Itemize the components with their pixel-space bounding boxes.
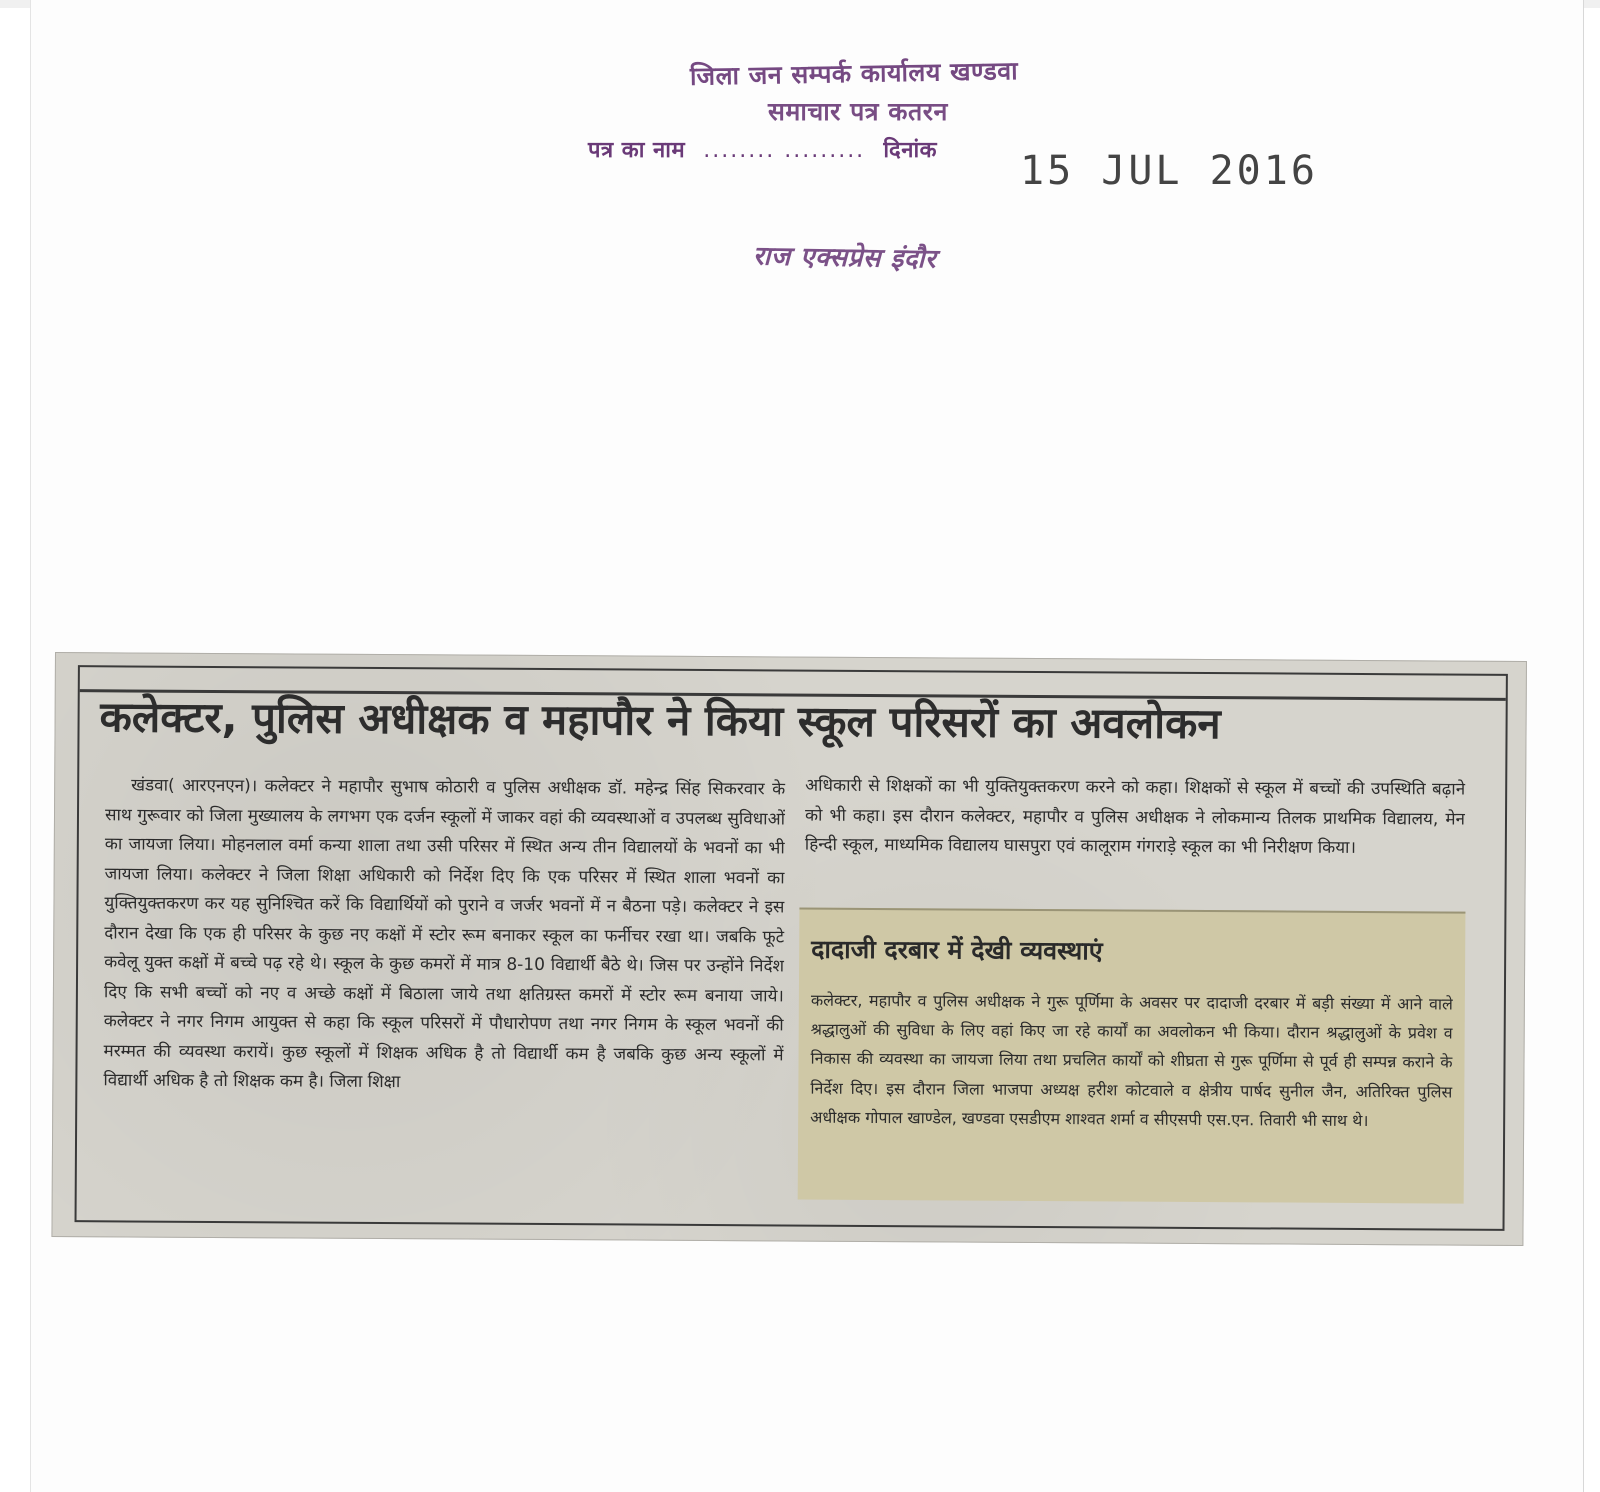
stamp-name-dots: ........ .........	[703, 138, 866, 163]
article-column-right	[804, 772, 1465, 906]
sidebar-box-text: कलेक्टर, महापौर व पुलिस अधीक्षक ने गुरू पूर्णिमा के अवसर पर दादाजी दरबार में बड़ी संख्या में आने वाले श्रद्धालुओं की सुविधा के लिए वहां किए जा रहे कार्यों का अवलोकन भी किया। दौरान श्रद्धालुओं के प्रवेश व निकास की व्यवस्था का जायजा लिया तथा प्रचलित कार्यों को शीघ्रता से गुरू पूर्णिमा से पूर्व ही सम्पन्न कराने के निर्देश दिए। इस दौरान जिला भाजपा अध्यक्ष हरीश कोटवाले व क्षेत्रीय पार्षद सुनील जैन, अतिरिक्त पुलिस अधीक्षक गोपाल खाण्डेल, खण्डवा एसडीएम शाश्वत शर्मा व सीएसपी एस.एन. तिवारी भी साथ थे।	[810, 990, 1453, 1130]
article-body-left: खंडवा( आरएनएन)। कलेक्टर ने महापौर सुभाष कोठारी व पुलिस अधीक्षक डॉ. महेन्द्र सिंह सिकरवार के साथ गुरूवार को जिला मुख्यालय के लगभग एक दर्जन स्कूलों में जाकर वहां की व्यवस्थाओं व उपलब्ध सुविधाओं का जायजा लिया। मोहनलाल वर्मा कन्या शाला तथा उसी परिसर में स्थित अन्य तीन विद्यालयों के भवनों का भी जायजा लिया। कलेक्टर ने जिला शिक्षा अधिकारी को निर्देश दिए कि एक परिसर में स्थित शाला भवनों का युक्तियुक्तकरण कर यह सुनिश्चित करें कि विद्यार्थियों को पुराने व जर्जर भवनों में न बैठना पड़े। कलेक्टर ने इस दौरान देखा कि एक ही परिसर के कुछ नए कक्षों में स्टोर रूम बनाकर स्कूल का फर्नीचर रखा था। जबकि फूटे कवेलू युक्त कक्षों में बच्चे पढ़ रहे थे। स्कूल के कुछ कमरों में मात्र 8-10 विद्यार्थी बैठे थे। जिस पर उन्होंने निर्देश दिए कि सभी बच्चों को नए व अच्छे कक्षों में बिठाला जाये तथा क्षतिग्रस्त कमरों में स्टोर रूम बनाया जाये। कलेक्टर ने नगर निगम आयुक्त से कहा कि स्कूल परिसरों में पौधारोपण तथा नगर निगम के स्कूल भवनों की मरम्मत की व्यवस्था करायें। कुछ स्कूलों में शिक्षक अधिक है तो विद्यार्थी कम है जबकि कुछ अन्य स्कूलों में विद्यार्थी अधिक है तो शिक्षक कम है। जिला शिक्षा	[103, 775, 786, 1093]
article-column-left	[103, 771, 786, 1215]
stamp-newspaper-name: राज एक्सप्रेस इंदौर	[752, 241, 937, 275]
stamp-date-label: दिनांक	[883, 138, 938, 163]
article-headline: कलेक्टर, पुलिस अधीक्षक व महापौर ने किया स्कूल परिसरों का अवलोकन	[99, 692, 1221, 749]
sidebar-box-heading: दादाजी दरबार में देखी व्यवस्थाएं	[811, 934, 1103, 966]
stamp-office-name: जिला जन सम्पर्क कार्यालय खण्डवा	[689, 56, 1019, 91]
article-body-right: अधिकारी से शिक्षकों का भी युक्तियुक्तकरण करने को कहा। शिक्षकों से स्कूल में बच्चों की उपस्थिति बढ़ाने को भी कहा। इस दौरान कलेक्टर, महापौर व पुलिस अधीक्षक ने लोकमान्य तिलक प्राथमिक विद्यालय, मेन हिन्दी स्कूल, माध्यमिक विद्यालय घासपुरा एवं कालूराम गंगराड़े स्कूल का भी निरीक्षण किया।	[804, 775, 1466, 858]
sidebar-box-body	[810, 986, 1453, 1195]
stamp-subtitle: समाचार पत्र कतरन	[768, 97, 948, 126]
newspaper-clipping	[51, 652, 1527, 1246]
stamp-name-label: पत्र का नाम	[588, 138, 686, 163]
stamp-name-date-line	[588, 134, 947, 164]
sidebar-box	[798, 908, 1466, 1204]
date-stamp: 15 JUL 2016	[1020, 148, 1318, 194]
